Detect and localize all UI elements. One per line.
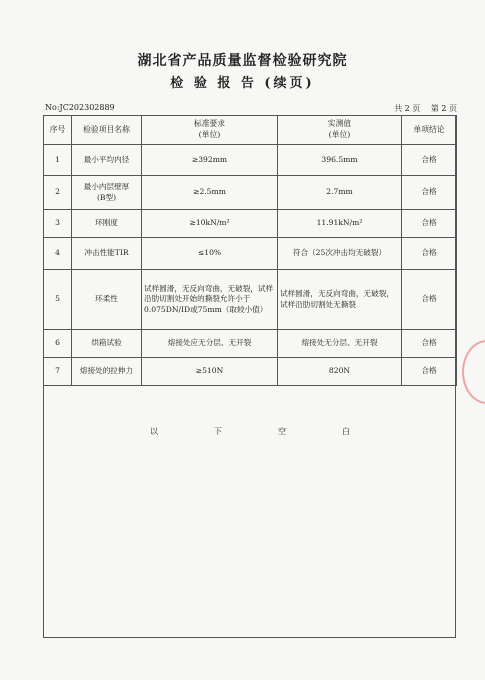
row-item: [72, 176, 142, 210]
end-marker-char: 白: [342, 427, 350, 436]
table-row: [44, 238, 457, 270]
row-standard: ≥2.5mm: [142, 176, 278, 210]
end-marker-char: 空: [278, 427, 286, 436]
row-item: 冲击性能TIR: [72, 238, 142, 270]
table-row: [44, 270, 457, 330]
row-no: 3: [44, 210, 72, 238]
row-no: 5: [44, 270, 72, 330]
header-measured-label: 实测值: [327, 119, 352, 129]
total-pages: 共 2 页: [394, 104, 421, 113]
row-item: 最小平均内径: [72, 145, 142, 176]
row-measured: 2.7mm: [278, 176, 402, 210]
header-measured: [278, 116, 402, 145]
report-title: 检 验 报 告 (续页): [170, 76, 315, 91]
row-result: 合格: [402, 358, 457, 386]
row-measured: 11.91kN/m²: [278, 210, 402, 238]
row-result: 合格: [402, 176, 457, 210]
row-no: 7: [44, 358, 72, 386]
row-standard: ≤10%: [142, 238, 278, 270]
row-result: 合格: [402, 270, 457, 330]
row-no: 1: [44, 145, 72, 176]
row-item: 环刚度: [72, 210, 142, 238]
current-page: 第 2 页: [430, 104, 457, 113]
row-no: 4: [44, 238, 72, 270]
row-result: 合格: [402, 210, 457, 238]
inspection-table: [43, 115, 457, 386]
official-seal-edge: [462, 340, 485, 404]
row-standard: ≥510N: [142, 358, 278, 386]
row-standard: ≥10kN/m²: [142, 210, 278, 238]
row-result: 合格: [402, 238, 457, 270]
blank-below-marker: [150, 426, 350, 437]
row-measured: 820N: [278, 358, 402, 386]
row-item: 烘箱试验: [72, 330, 142, 358]
row-standard: ≥392mm: [142, 145, 278, 176]
table-row: [44, 145, 457, 176]
row-no: 6: [44, 330, 72, 358]
table-row: [44, 330, 457, 358]
table-row: [44, 210, 457, 238]
end-marker-char: 下: [214, 427, 222, 436]
table-row: [44, 358, 457, 386]
row-measured: 396.5mm: [278, 145, 402, 176]
institute-name: 湖北省产品质量监督检验研究院: [137, 53, 348, 69]
header-measured-unit: (单位): [328, 130, 351, 139]
row-item-line1: 最小内层壁厚: [83, 182, 130, 192]
row-item: 熔接处的拉伸力: [72, 358, 142, 386]
report-meta: [45, 103, 457, 114]
row-standard: 熔接处应无分层、无开裂: [142, 330, 278, 358]
row-measured: 符合（25次冲击均无破裂）: [278, 238, 402, 270]
row-standard: 试样圆滑，无反向弯曲，无破裂，试样沿肋切割处开始的撕裂允许小于0.075DN/ID或75mm（取较小值）: [142, 270, 278, 330]
row-item-line2: (B型): [96, 192, 117, 202]
row-result: 合格: [402, 330, 457, 358]
page-indicator: [386, 103, 457, 114]
report-number: No:JC202302889: [45, 103, 115, 112]
end-marker-char: 以: [150, 427, 158, 436]
row-measured: 熔接处无分层、无开裂: [278, 330, 402, 358]
row-item: 环柔性: [72, 270, 142, 330]
header-standard: [142, 116, 278, 145]
row-no: 2: [44, 176, 72, 210]
header-item: 检验项目名称: [72, 116, 142, 145]
header-conclusion: 单项结论: [402, 116, 457, 145]
row-measured: 试样圆滑，无反向弯曲，无破裂，试样沿肋切割处无撕裂: [278, 270, 402, 330]
header-standard-label: 标准要求: [193, 119, 226, 129]
table-header-row: [44, 116, 457, 145]
header-standard-unit: (单位): [198, 130, 221, 139]
table-row: [44, 176, 457, 210]
row-result: 合格: [402, 145, 457, 176]
header-no: 序号: [44, 116, 72, 145]
